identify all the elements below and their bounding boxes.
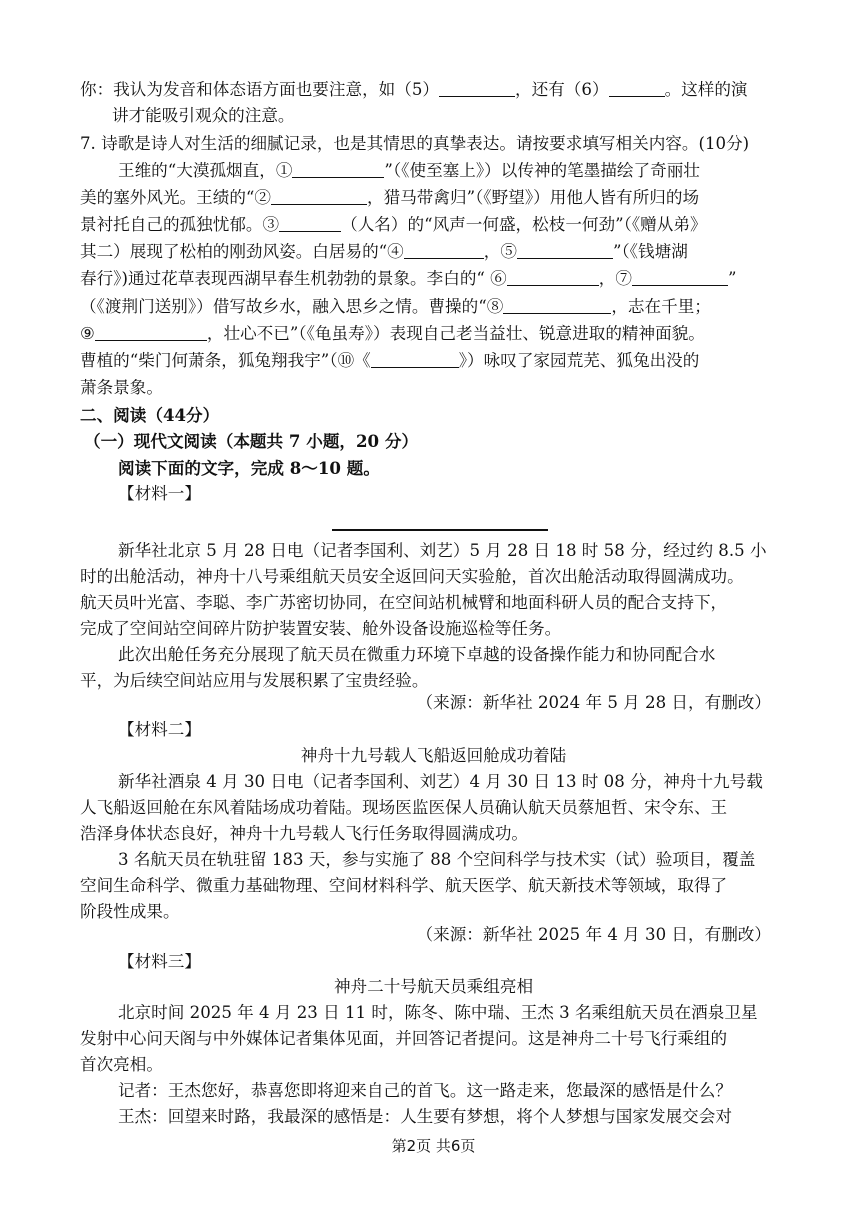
q7-text: ，猎马带禽归”（《野望》）用他人皆有所归的场 xyxy=(367,188,700,207)
q7-text: 美的塞外风光。王绩的“② xyxy=(80,188,272,207)
answer-blank-3 xyxy=(279,215,341,232)
material-3-p1-line-1: 北京时间 2025 年 4 月 23 日 11 时，陈冬、陈中瑞、王杰 3 名乘组航天员在酒泉卫星 xyxy=(118,1003,758,1022)
material-2-source: （来源：新华社 2025 年 4 月 30 日，有删改） xyxy=(416,925,771,944)
dialog-text: 。这样的演 xyxy=(664,80,748,99)
material-3-title: 神舟二十号航天员乘组亮相 xyxy=(333,977,534,996)
page-number: 第2页 共6页 xyxy=(391,1137,476,1155)
answer-blank-6b xyxy=(507,269,599,286)
answer-blank-10 xyxy=(371,351,459,368)
q7-text: ，志在千里； xyxy=(611,297,711,316)
dialog-line-2: 讲才能吸引观众的注意。 xyxy=(112,106,295,125)
material-3-label: 【材料三】 xyxy=(118,952,201,971)
material-2-p2-line-1: 3 名航天员在轨驻留 183 天，参与实施了 88 个空间科学与技术实（试）验项目，覆盖 xyxy=(118,850,756,869)
answer-blank-6 xyxy=(609,80,665,97)
material-2-p2-line-3: 阶段性成果。 xyxy=(80,902,180,921)
q7-text: ” xyxy=(727,269,737,288)
material-1-label: 【材料一】 xyxy=(118,484,201,503)
q7-line-7 xyxy=(80,296,711,318)
q7-text: 春行》)通过花草表现西湖早春生机勃勃的景象。李白的“ ⑥ xyxy=(80,269,507,288)
q7-line-9 xyxy=(80,350,699,372)
material-2-p2-line-2: 空间生命科学、微重力基础物理、空间材料科学、航天医学、航天新技术等领域，取得了 xyxy=(80,876,728,895)
question-7-stem: 7. 诗歌是诗人对生活的细腻记录，也是其情思的真挚表达。请按要求填写相关内容。(10分) xyxy=(80,134,750,153)
material-1-p1-line-1: 新华社北京 5 月 28 日电（记者李国利、刘艺）5 月 28 日 18 时 58 分，经过约 8.5 小 xyxy=(118,541,767,560)
answer-blank-8 xyxy=(503,297,611,314)
q7-text: ，⑦ xyxy=(598,269,632,288)
answer-blank-4 xyxy=(404,242,484,259)
q7-text: 曹植的“柴门何萧条，狐兔翔我宇”（⑩《 xyxy=(80,351,371,370)
q7-line-3 xyxy=(80,187,699,209)
interview-answer: 王杰：回望来时路，我最深的感悟是：人生要有梦想，将个人梦想与国家发展交会对 xyxy=(118,1107,732,1126)
subsection-heading: （一）现代文阅读（本题共 7 小题，20 分） xyxy=(84,431,419,451)
q7-text: 景衬托自己的孤独忧郁。③ xyxy=(80,215,280,234)
q7-text: ⑨ xyxy=(80,324,95,343)
material-3-p1-line-2: 发射中心问天阁与中外媒体记者集体见面，并回答记者提问。这是神舟二十号飞行乘组的 xyxy=(80,1029,728,1048)
q7-text: ，⑤ xyxy=(483,242,517,261)
material-1-p2-line-1: 此次出舱任务充分展现了航天员在微重力环境下卓越的设备操作能力和协同配合水 xyxy=(118,645,716,664)
answer-blank-5b xyxy=(517,242,613,259)
material-1-p1-line-2: 时的出舱活动，神舟十八号乘组航天员安全返回问天实验舱，首次出舱活动取得圆满成功。 xyxy=(80,567,744,586)
section-heading: 二、阅读（44分） xyxy=(80,405,220,425)
q7-text: （人名）的“风声一何盛，松枝一何劲”（《赠从弟》 xyxy=(341,215,707,234)
q7-line-2 xyxy=(118,160,700,182)
q7-line-6 xyxy=(80,268,736,290)
material-1-p1-line-3: 航天员叶光富、李聪、李广苏密切协同，在空间站机械臂和地面科研人员的配合支持下， xyxy=(80,593,728,612)
q7-text: ”（《钱塘湖 xyxy=(612,242,688,261)
material-2-label: 【材料二】 xyxy=(118,720,201,739)
answer-blank-2 xyxy=(271,188,367,205)
q7-text: ”（《使至塞上》）以传神的笔墨描绘了奇丽壮 xyxy=(384,161,700,180)
q7-line-4 xyxy=(80,214,707,236)
reading-instruction: 阅读下面的文字，完成 8～10 题。 xyxy=(118,458,380,478)
q7-text: （《渡荆门送别》）借写故乡水，融入思乡之情。曹操的“⑧ xyxy=(80,297,504,316)
answer-blank-5 xyxy=(439,80,515,97)
material-2-p1-line-3: 浩泽身体状态良好，神舟十九号载人飞行任务取得圆满成功。 xyxy=(80,824,529,843)
dialog-text: ，还有（6） xyxy=(515,80,609,99)
material-2-p1-line-2: 人飞船返回舱在东风着陆场成功着陆。现场医监医保人员确认航天员蔡旭哲、宋令东、王 xyxy=(80,798,728,817)
dialog-line-1 xyxy=(80,79,748,101)
material-1-p1-line-4: 完成了空间站空间碎片防护装置安装、舱外设备设施巡检等任务。 xyxy=(80,619,562,638)
answer-blank-1 xyxy=(292,161,384,178)
material-2-title: 神舟十九号载人飞船返回舱成功着陆 xyxy=(300,746,567,765)
title-placeholder-line xyxy=(332,529,548,531)
material-1-p2-line-2: 平，为后续空间站应用与发展积累了宝贵经验。 xyxy=(80,671,429,690)
q7-text: 》）咏叹了家园荒芜、狐兔出没的 xyxy=(458,351,700,370)
q7-text: 王维的“大漠孤烟直，① xyxy=(118,161,293,180)
interview-question: 记者：王杰您好，恭喜您即将迎来自己的首飞。这一路走来，您最深的感悟是什么？ xyxy=(118,1081,732,1100)
q7-line-5 xyxy=(80,241,688,263)
answer-blank-9 xyxy=(95,324,207,341)
material-1-source: （来源：新华社 2024 年 5 月 28 日，有删改） xyxy=(416,693,771,712)
q7-line-8 xyxy=(80,323,705,345)
q7-text: ，壮心不已”（《龟虽寿》）表现自己老当益壮、锐意进取的精神面貌。 xyxy=(206,324,705,343)
answer-blank-7 xyxy=(632,269,728,286)
material-3-p1-line-3: 首次亮相。 xyxy=(80,1055,163,1074)
dialog-text: 你：我认为发音和体态语方面也要注意，如（5） xyxy=(80,80,440,99)
q7-text: 其二）展现了松柏的刚劲风姿。白居易的“④ xyxy=(80,242,404,261)
material-2-p1-line-1: 新华社酒泉 4 月 30 日电（记者李国利、刘艺）4 月 30 日 13 时 08 分，神舟十九号载 xyxy=(118,772,763,791)
q7-line-10: 萧条景象。 xyxy=(80,378,163,397)
